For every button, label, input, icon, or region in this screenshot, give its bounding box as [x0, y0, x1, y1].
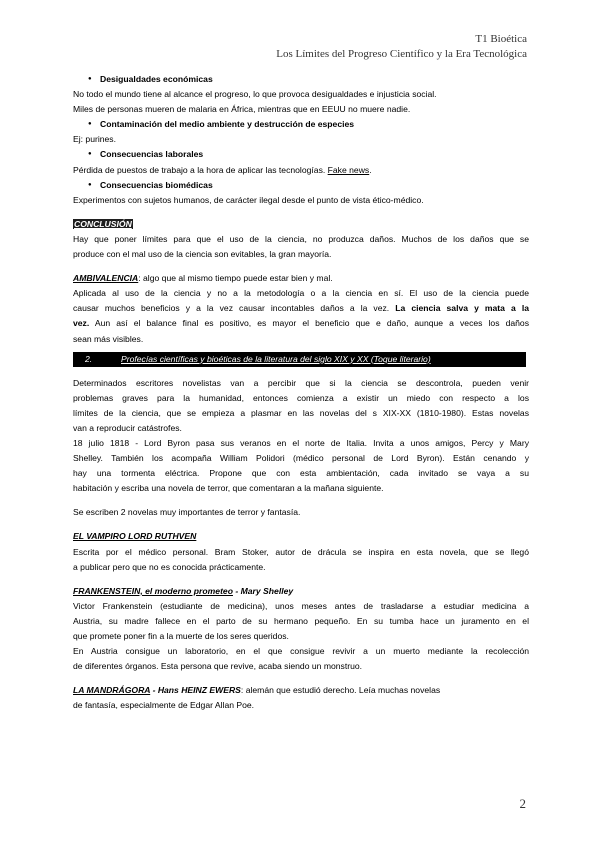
paragraph-line: sean más visibles.	[73, 333, 144, 344]
paragraph-line: Ej: purines.	[73, 134, 116, 145]
paragraph-line: Experimentos con sujetos humanos, de carácter ilegal desde el punto de vista ético-médico.	[73, 194, 424, 205]
vampiro-title-line	[73, 529, 529, 544]
bold-span: vez.	[73, 318, 90, 329]
paragraph-line: No todo el mundo tiene al alcance el progreso, lo que provoca desigualdades e injusticia social.	[73, 89, 437, 100]
text-span: Aun así el balance final es positivo, es mayor el beneficio que e daño, aunque a veces los daños	[89, 318, 529, 329]
paragraph-line: habitación y escriba una novela de terror, que comentaran a la mañana siguiente.	[73, 483, 384, 494]
text-span: Pérdida de puestos de trabajo a la hora de aplicar las tecnologías.	[73, 164, 328, 175]
paragraph-line: Victor Frankenstein (estudiante de medicina), unos meses antes de trasladarse a estudiar medicina a	[73, 600, 529, 611]
header-title: T1 Bioética	[475, 33, 527, 45]
vampiro-title: EL VAMPIRO LORD RUTHVEN	[73, 531, 197, 542]
header-subtitle: Los Límites del Progreso Científico y la Era Tecnológica	[276, 48, 527, 60]
mandragora-author: - Hans HEINZ EWERS	[150, 685, 241, 696]
paragraph-line: Hay que poner límites para que el uso de la ciencia, no produzca daños. Muchos de los daños que se	[73, 233, 529, 244]
document-body	[73, 72, 529, 713]
frankenstein-title-line	[73, 584, 529, 599]
section-title: Profecías científicas y bioéticas de la literatura del siglo XIX y XX (Toque literario)	[121, 353, 431, 364]
text-span: causar muchos beneficios y a la vez causar incontables daños a la vez.	[73, 303, 396, 314]
paragraph-line: hay una tormenta eléctrica. Propone que con esta ambientación, cada invitado se vaya a su	[73, 468, 529, 479]
text-span: : alemán que estudió derecho. Leía muchas novelas	[240, 685, 441, 696]
frankenstein-title: FRANKENSTEIN, el moderno prometeo	[73, 585, 233, 596]
paragraph-line	[73, 316, 529, 331]
paragraph-line: problemas graves para la humanidad, entonces comienza a existir un miedo con respecto a los	[73, 392, 529, 403]
conclusion-heading-line	[73, 217, 529, 232]
paragraph-line: Se escriben 2 novelas muy importantes de terror y fantasía.	[73, 507, 301, 518]
paragraph-line: 18 julio 1818 - Lord Byron pasa sus veranos en el norte de Italia. Invita a unos amigos, Percy y Mary	[73, 437, 529, 448]
mandragora-title: LA MANDRÁGORA	[73, 685, 151, 696]
paragraph-line: produce con el mal uso de la ciencia son evitables, la gran mayoría.	[73, 249, 332, 260]
frankenstein-author: - Mary Shelley	[232, 585, 294, 596]
bold-span: La ciencia salva y mata a la	[395, 303, 529, 314]
paragraph-line: Austria, su madre fallece en el parto de su hermano pequeño. En su tumba hace un juramento en el	[73, 615, 529, 626]
paragraph-line: que promete poner fin a la muerte de los seres queridos.	[73, 631, 289, 641]
paragraph-line: Determinados escritores novelistas van a percibir que si la ciencia se descontrola, pueden venir	[73, 377, 529, 388]
bullet-desigualdades: ● Desigualdades económicas	[73, 72, 529, 87]
paragraph-line: van a reproducir catástrofes.	[73, 422, 182, 433]
fake-news-link[interactable]: Fake news	[327, 164, 370, 175]
paragraph-line: Shelley. También los acompaña William Polidori (médico personal de Lord Byron). Están cenando y	[73, 453, 529, 464]
paragraph-line: a publicar pero que no es conocida prácticamente.	[73, 561, 266, 572]
page-number: 2	[519, 796, 526, 811]
section-number: 2.	[85, 353, 93, 364]
text-span: : algo que al mismo tiempo puede estar bien y mal.	[138, 273, 333, 284]
paragraph-line	[73, 163, 529, 178]
bullet-biomedicas: ● Consecuencias biomédicas	[73, 178, 529, 193]
paragraph-line: Miles de personas mueren de malaria en África, mientras que en EEUU no muere nadie.	[73, 104, 411, 115]
mandragora-title-line	[73, 683, 529, 698]
bullet-laborales: ● Consecuencias laborales	[73, 147, 529, 162]
conclusion-heading: CONCLUSIÓN	[74, 218, 132, 229]
paragraph-line: límites de la ciencia, que se empieza a plasmar en las novelas del s XIX-XX (1810-1980). Estas novelas	[73, 407, 529, 418]
paragraph-line: Escrita por el médico personal. Bram Stoker, autor de drácula se inspira en esta novela, que se llegó	[73, 546, 529, 557]
paragraph-line: de diferentes órganos. Esta persona que revive, acaba siendo un monstruo.	[73, 661, 363, 672]
paragraph-line: En Austria consigue un laboratorio, en el que consigue revivir a un muerto mediante la recolección	[73, 646, 529, 657]
text-span: .	[369, 164, 372, 175]
paragraph-line: de fantasía, especialmente de Edgar Allan Poe.	[73, 700, 255, 711]
paragraph-line	[73, 301, 529, 316]
ambivalencia-term: AMBIVALENCIA	[73, 273, 139, 284]
paragraph-line: Aplicada al uso de la ciencia y no a la metodología o a la ciencia en sí. El uso de la ciencia puede	[73, 288, 529, 299]
ambivalencia-line	[73, 271, 529, 286]
section-2-heading	[73, 352, 526, 367]
bullet-contaminacion: ● Contaminación del medio ambiente y destrucción de especies	[73, 117, 529, 132]
